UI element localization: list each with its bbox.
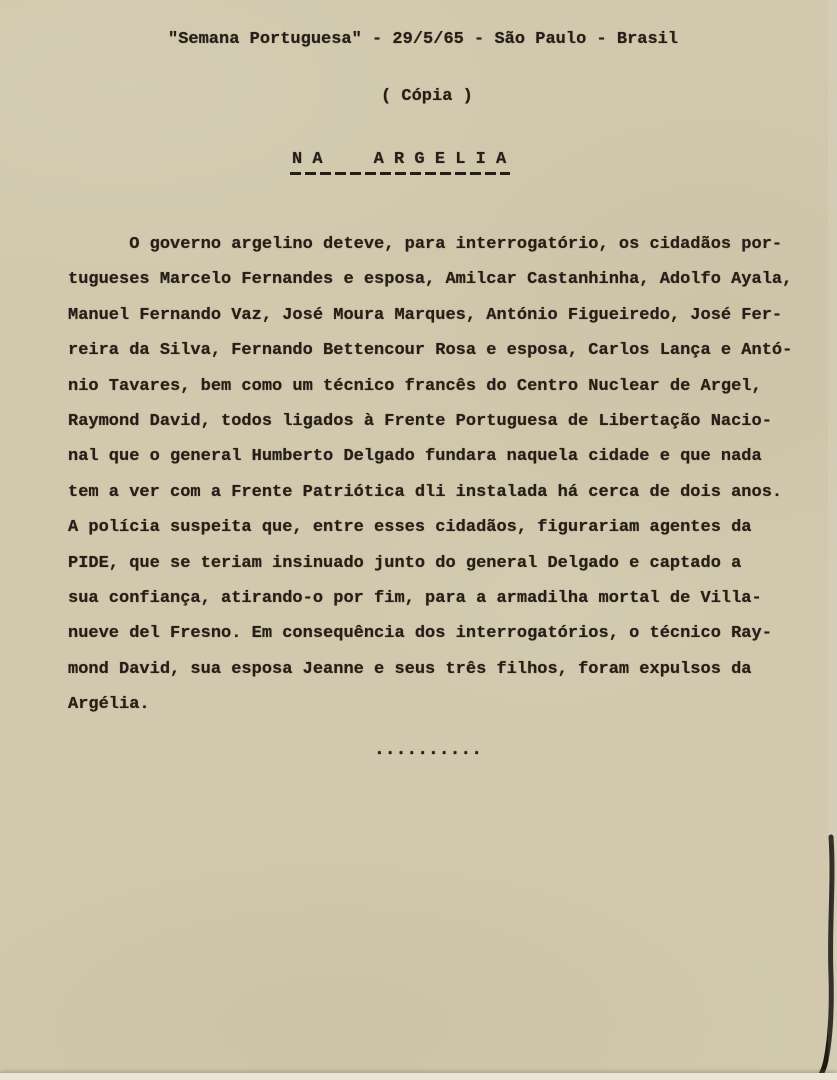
body-line: mond David, sua esposa Jeanne e seus três filhos, foram expulsos da bbox=[68, 659, 752, 679]
body-line: nio Tavares, bem como um técnico francês do Centro Nuclear de Argel, bbox=[68, 376, 762, 396]
document-header: "Semana Portuguesa" - 29/5/65 - São Paulo - Brasil bbox=[168, 30, 679, 49]
body-line: Raymond David, todos ligados à Frente Portuguesa de Libertação Nacio- bbox=[68, 412, 772, 432]
body-line: A polícia suspeita que, entre esses cidadãos, figurariam agentes da bbox=[68, 518, 752, 538]
body-line: nueve del Fresno. Em consequência dos interrogatórios, o técnico Ray- bbox=[68, 624, 772, 644]
body-line: sua confiança, atirando-o por fim, para a armadilha mortal de Villa- bbox=[68, 589, 762, 609]
body-line: nal que o general Humberto Delgado fundara naquela cidade e que nada bbox=[68, 447, 762, 467]
body-line: Manuel Fernando Vaz, José Moura Marques, António Figueiredo, José Fer- bbox=[68, 305, 783, 325]
document-title: N A A R G E L I A bbox=[292, 150, 506, 175]
copy-note: ( Cópia ) bbox=[381, 87, 473, 106]
body-line: tugueses Marcelo Fernandes e esposa, Amilcar Castanhinha, Adolfo Ayala, bbox=[68, 270, 793, 290]
scan-right-edge-band bbox=[828, 0, 837, 1080]
body-line: O governo argelino deteve, para interrogatório, os cidadãos por- bbox=[68, 235, 783, 254]
body-line: PIDE, que se teriam insinuado junto do general Delgado e captado a bbox=[68, 553, 742, 573]
document-body bbox=[68, 227, 816, 723]
body-line: tem a ver com a Frente Patriótica dli instalada há cerca de dois anos. bbox=[68, 482, 783, 502]
body-line: Argélia. bbox=[68, 695, 150, 715]
separator-dots: .......... bbox=[374, 740, 483, 760]
body-line: reira da Silva, Fernando Bettencour Rosa e esposa, Carlos Lança e Antó- bbox=[68, 341, 793, 361]
scan-bottom-edge bbox=[0, 1073, 837, 1080]
